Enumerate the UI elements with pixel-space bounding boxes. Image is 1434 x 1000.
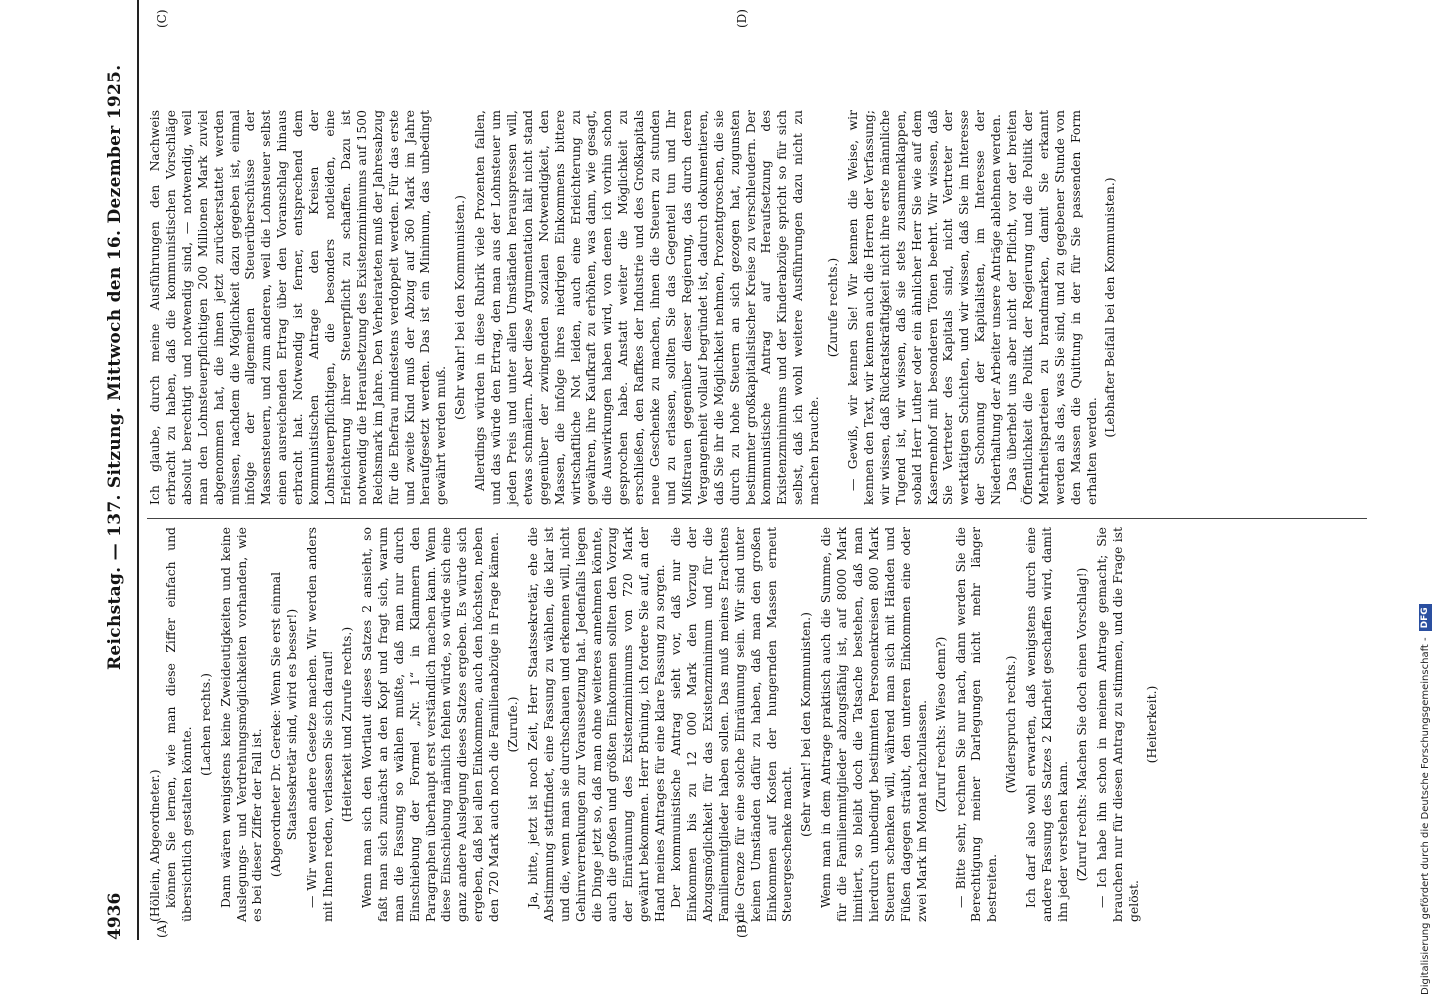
paragraph: Wenn man in dem Antrage praktisch auch die Summe, die für die Familienmitglieder abzugsfähig ist, auf 8000 Mark limitiert, so bleibt doch die Tatsache bestehen, daß man hierdurch unbedingt bestimmten Personenkreisen 800 Mark Steuern schenken will, während man sich mit Händen und Füßen dagegen sträubt, den unteren Einkommen eine oder zwei Mark im Monat nachzulassen.: [818, 527, 929, 922]
page-title: Reichstag. — 137. Sitzung. Mittwoch den 16. Dezember 1925.: [105, 64, 125, 670]
margin-marker-b: (B): [735, 919, 749, 938]
paragraph: Ich darf also wohl erwarten, daß wenigstens durch eine andere Fassung des Satzes 2 Klarheit geschaffen wird, damit ihn jeder verstehen kann.: [1023, 527, 1070, 922]
interjection: (Zurufe.): [505, 696, 521, 753]
margin-marker-c: (C): [155, 9, 169, 28]
interjection: (Sehr wahr! bei den Kommunisten.): [452, 195, 468, 420]
credit-text: Digitalisierung gefördert durch die Deutsche Forschungsgemeinschaft -: [1419, 637, 1431, 995]
dfg-logo: DFG: [1419, 604, 1432, 631]
page-number: 4936: [105, 892, 125, 940]
interjection: (Heiterkeit und Zurufe rechts.): [338, 626, 354, 823]
header-rule: [137, 0, 139, 940]
paragraph: Dann wären wenigstens keine Zweideutigkeiten und keine Auslegungs- und Verdrehungsmöglichkeiten vorhanden, wie es bei dieser Ziffer der Fall ist.: [217, 527, 265, 922]
paragraph: können Sie lernen, wie man diese Ziffer einfach und übersichtlich gestalten könnte.: [162, 527, 194, 922]
interjection: (Zurufe rechts.): [825, 257, 841, 358]
paragraph: Wenn man sich den Wortlaut dieses Satzes 2 ansieht, so faßt man sich zunächst an den Kopf und fragt sich, warum man die Fassung so wählen mußte, daß man nur durch Einschiebung der Formel „Nr. 1“ in Klammern den Paragraphen überhaupt erst verständlich machen kann. Wenn diese Einschiebung nämlich fehlen würde, so würde sich eine ganz andere Auslegung dieses Satzes ergeben. Es würde sich ergeben, daß bei allen Einkommen, auch den höchsten, neben den 720 Mark auch noch die Familienabzüge in Frage kämen.: [358, 527, 502, 922]
paragraph: Der kommunistische Antrag sieht vor, daß nur die Einkommen bis zu 12 000 Mark den Vorzug der Abzugsmöglichkeit für das Existenzminimum und für die Familienmitglieder haben sollen. Das muß meines Erachtens die Grenze für eine solche Einräumung sein. Wir sind unter keinen Umständen dafür zu haben, daß man den großen Einkommen auf Kosten der hungernden Massen erneut Steuergeschenke macht.: [668, 527, 795, 922]
margin-marker-a: (A): [155, 919, 169, 938]
paragraph: Ja, bitte, jetzt ist noch Zeit, Herr Staatssekretär, ehe die Abstimmung stattfindet, eine Fassung zu wählen, die klar ist und die, wenn man sie durchschauen und erkennen will, nicht Gehirnverrenkungen zur Voraussetzung hat. Jedenfalls liegen die Dinge jetzt so, daß man ohne weiteres annehmen könnte, auch die großen und größten Einkommen sollten den Vorzug der Einräumung des Existenzminimums von 720 Mark gewährt bekommen. Herr Brüning, ich fordere Sie auf, an der Hand meines Antrages für eine klare Fassung zu sorgen.: [524, 527, 668, 922]
paragraph: Das überhebt uns aber nicht der Pflicht, vor der breiten Öffentlichkeit die Politik der Regierung und die Politik der Mehrheitsparteien zu brandmarken, damit Sie erkannt werden als das, was Sie sind, und zu gegebener Stunde von den Massen die Quittung in der für Sie passenden Form erhalten werden.: [1004, 110, 1099, 505]
rotated-newspaper-sheet: [95, 0, 1395, 940]
paragraph: — Wir werden andere Gesetze machen. Wir werden anders mit Ihnen reden, verlassen Sie sich darauf!: [304, 527, 336, 922]
interjection: (Lebhafter Beifall bei den Kommunisten.): [1102, 177, 1118, 438]
interjection: (Abgeordneter Dr. Gereke: Wenn Sie erst einmal Staatssekretär sind, wird es besser!): [268, 571, 300, 878]
right-column: [147, 110, 1122, 505]
interjection: (Zuruf rechts: Machen Sie doch einen Vorschlag!): [1073, 567, 1089, 882]
paragraph: (Höllein, Abgeordneter.): [147, 769, 162, 922]
interjection: (Widerspruch rechts.): [1003, 655, 1019, 794]
interjection: (Sehr wahr! bei den Kommunisten.): [798, 612, 814, 837]
column-rule: [147, 518, 1367, 519]
margin-marker-d: (D): [735, 9, 749, 28]
page-header: [95, 0, 135, 940]
left-column: [147, 527, 1164, 922]
paragraph: — Ich habe ihn schon in meinem Antrage gemacht; Sie brauchen nur für diesen Antrag zu stimmen, und die Frage ist gelöst.: [1093, 527, 1141, 922]
interjection: (Heiterkeit.): [1144, 685, 1160, 764]
paragraph: Ich glaube, durch meine Ausführungen den Nachweis erbracht zu haben, daß die kommunistischen Vorschläge absolut berechtigt und notwendig sind, — notwendig, weil man den Lohnsteuerpflichtigen 200 Millionen Mark zuviel abgenommen hat, die ihnen jetzt zurückerstattet werden müssen, nachdem die Möglichkeit dazu gegeben ist, einmal infolge der allgemeinen Steuerüberschüsse der Massensteuern, und zum anderen, weil die Lohnsteuer selbst einen ausreichenden Ertrag über den Voranschlag hinaus erbracht hat. Notwendig ist ferner, entsprechend dem kommunistischen Antrage den Kreisen der Lohnsteuerpflichtigen, die besonders notleiden, eine Erleichterung ihrer Steuerpflicht zu schaffen. Dazu ist notwendig die Heraufsetzung des Existenzminimums auf 1500 Reichsmark im Jahre. Den Verheirateten muß der Jahresabzug für die Ehefrau mindestens verdoppelt werden. Für das erste und zweite Kind muß der Abzug auf 360 Mark im Jahre heraufgesetzt werden. Das ist ein Minimum, das unbedingt gewährt werden muß.: [147, 110, 449, 505]
interjection: (Zuruf rechts: Wieso denn?): [932, 636, 948, 813]
paragraph: — Bitte sehr, rechnen Sie nur nach, dann werden Sie die Berechtigung meiner Darlegungen nicht mehr länger bestreiten.: [952, 527, 1000, 922]
paragraph: Allerdings würden in diese Rubrik viele Prozenten fallen, und das würde den Ertrag, den man aus der Lohnsteuer um jeden Preis und unter allen Umständen herauspressen will, etwas schmälern. Aber diese Argumentation hält nicht stand gegenüber der zwingenden sozialen Notwendigkeit, den Massen, die infolge ihres niedrigen Einkommens bittere wirtschaftliche Not leiden, auch eine Erleichterung zu gewähren, ihre Kaufkraft zu erhöhen, was dann, wie gesagt, die Auswirkungen haben wird, von denen ich vorhin schon gesprochen habe. Anstatt weiter die Möglichkeit zu erschließen, den Raffkes der Industrie und des Großkapitals neue Geschenke zu machen, ihnen die Steuern zu stunden und zu erlassen, sollten Sie das Gegenteil tun und Ihr Mißtrauen gegenüber dieser Regierung, das durch deren Vergangenheit vollauf begründet ist, dadurch dokumentieren, daß Sie ihr die Möglichkeit nehmen, Prozentgroschen, die sie durch zu hohe Steuern an sich gezogen hat, zugunsten bestimmter großkapitalistischer Kreise zu verschleudern. Der kommunistische Antrag auf Heraufsetzung des Existenzminimums und der Kinderabzüge spricht so für sich selbst, daß ich wohl weitere Ausführungen dazu nicht zu machen brauche.: [472, 110, 822, 505]
interjection: (Lachen rechts.): [197, 673, 213, 776]
digitization-credit: [1418, 5, 1432, 995]
paragraph: — Gewiß, wir kennen Sie! Wir kennen die Weise, wir kennen den Text, wir kennen auch die Herren der Verfassung; wir wissen, daß Rückratskräftigkeit nicht ihre erste männliche Tugend ist, wir wissen, daß sie stets zusammenklappen, sobald Herr Luther oder ein ähnlicher Herr Sie wie auf dem Kasernenhof mit besonderen Tönen beehrt. Wir wissen, daß Sie Vertreter des Kapitals sind, nicht Vertreter der werktätigen Schichten, und wir wissen, daß Sie im Interesse der Schonung der Kapitalisten, im Interesse der Niederhaltung der Arbeiter unsere Anträge ablehnen werden.: [844, 110, 1004, 505]
